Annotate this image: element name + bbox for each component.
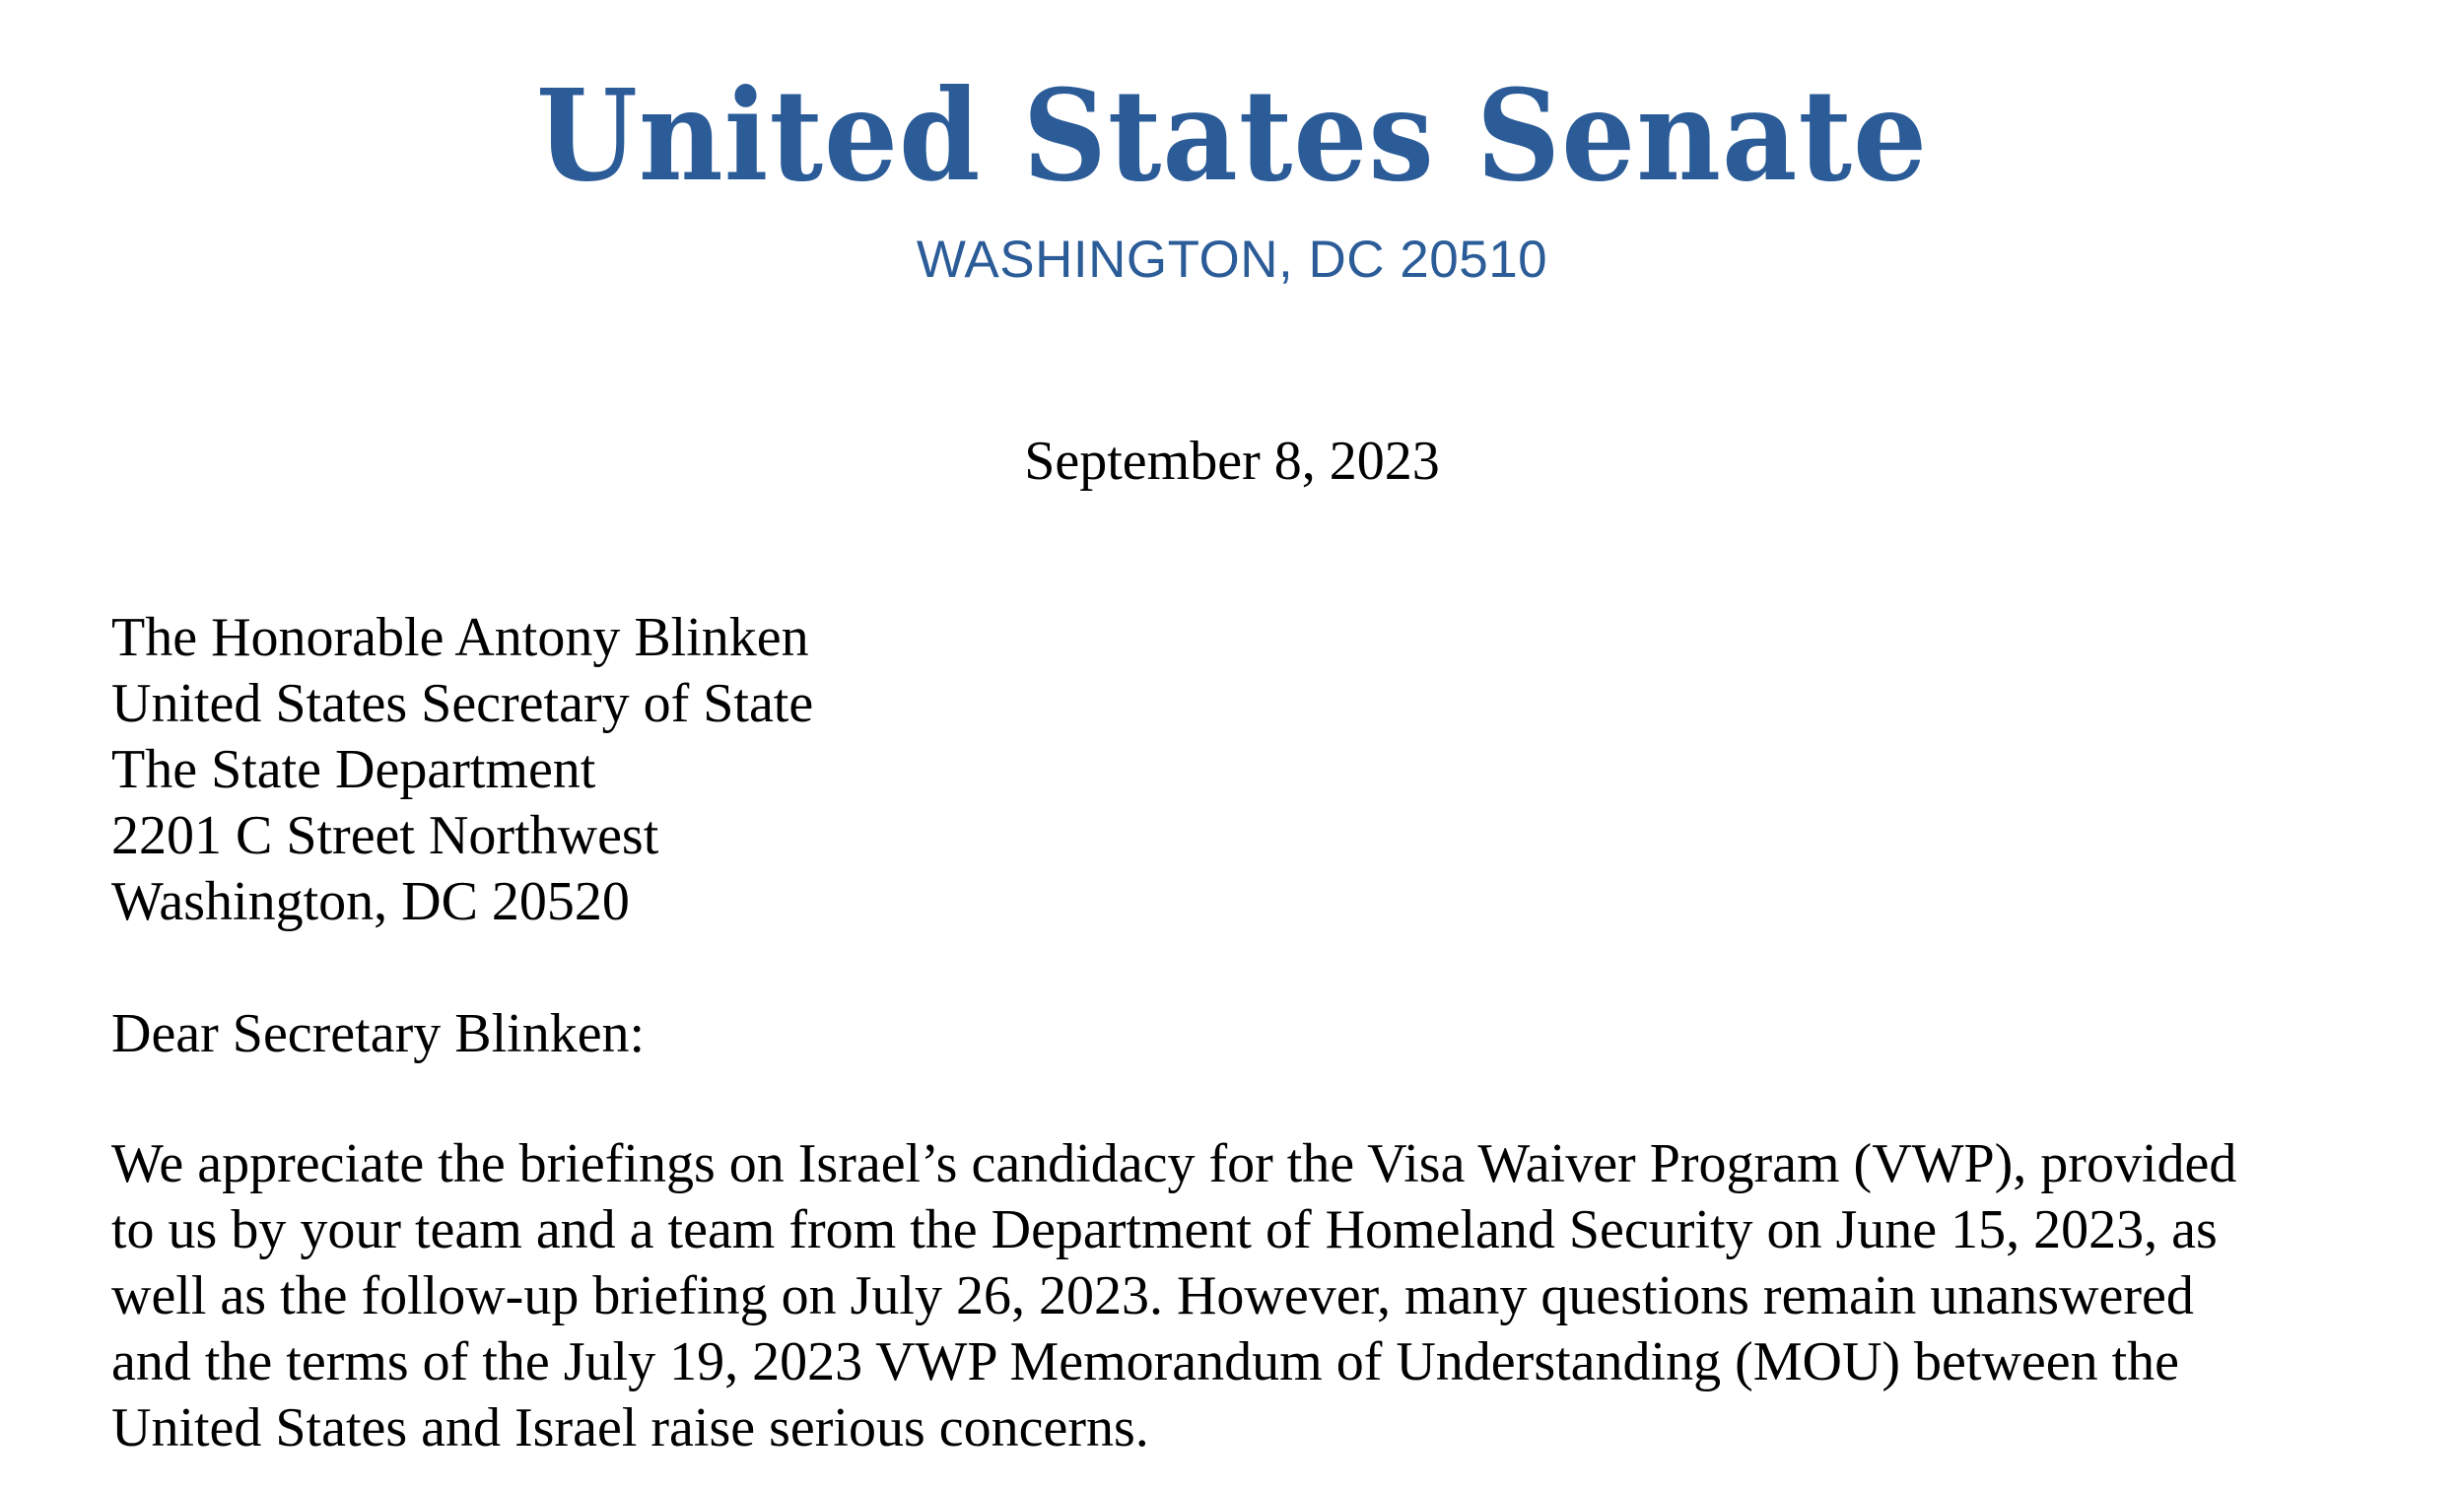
recipient-title: United States Secretary of State (111, 673, 814, 734)
recipient-organization: The State Department (111, 739, 596, 800)
salutation: Dear Secretary Blinken: (111, 1003, 646, 1064)
body-line: to us by your team and a team from the Department of Homeland Security on June 15, 2023, as (111, 1199, 2218, 1260)
body-line: and the terms of the July 19, 2023 VWP Memorandum of Understanding (MOU) between the (111, 1331, 2180, 1392)
body-line: We appreciate the briefings on Israel’s candidacy for the Visa Waiver Program (VWP), provided (111, 1133, 2237, 1194)
recipient-street: 2201 C Street Northwest (111, 805, 659, 866)
letterhead-title: United States Senate (535, 61, 1929, 210)
recipient-city: Washington, DC 20520 (111, 871, 630, 932)
body-line: well as the follow-up briefing on July 26, 2023. However, many questions remain unanswered (111, 1265, 2194, 1326)
body-line: United States and Israel raise serious concerns. (111, 1397, 1149, 1458)
body-paragraph (111, 1131, 2359, 1461)
letterhead-address: WASHINGTON, DC 20510 (916, 231, 1548, 289)
recipient-address-block (111, 605, 813, 935)
recipient-name: The Honorable Antony Blinken (111, 607, 809, 668)
letter-date: September 8, 2023 (1024, 431, 1440, 492)
